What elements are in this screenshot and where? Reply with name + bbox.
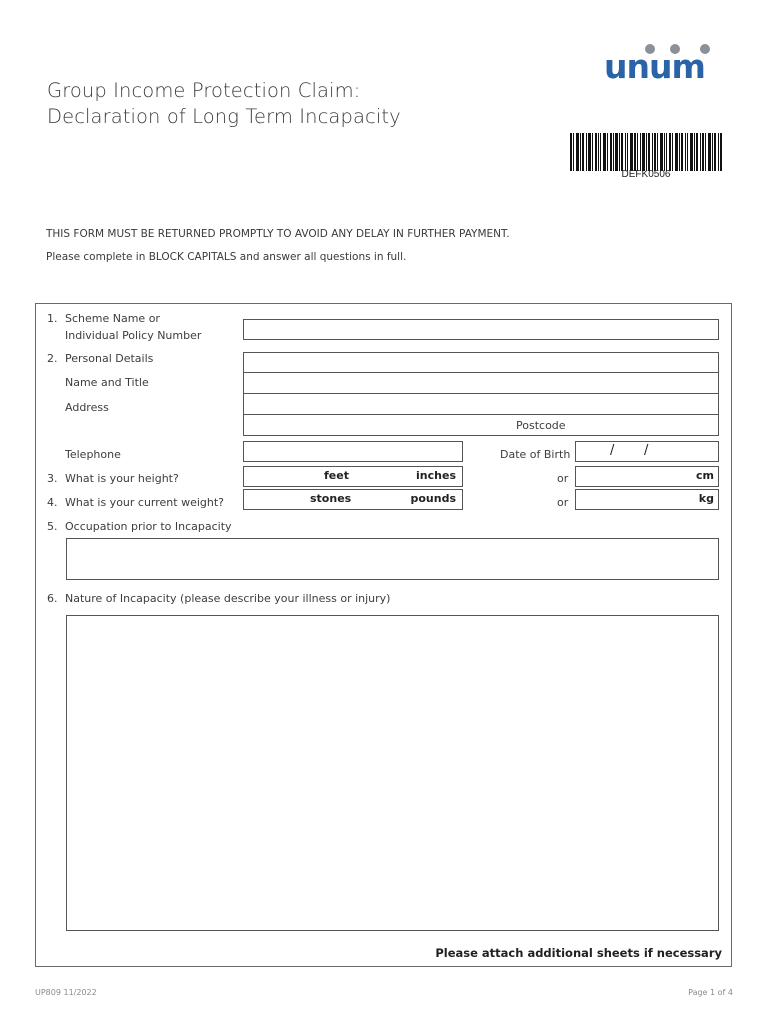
dob-separator: / xyxy=(644,443,649,458)
weight-metric-field[interactable] xyxy=(575,489,719,510)
personal-details-field[interactable] xyxy=(243,352,719,373)
form-title-line-1: Group Income Protection Claim: xyxy=(47,79,361,102)
attach-sheets-note: Please attach additional sheets if necessary xyxy=(435,946,722,960)
weight-imperial-field[interactable] xyxy=(243,489,463,510)
policy-number-label: Individual Policy Number xyxy=(65,329,202,342)
scheme-policy-field[interactable] xyxy=(243,319,719,340)
postcode-label: Postcode xyxy=(516,419,566,432)
question-number: 3. xyxy=(47,472,58,485)
barcode-icon xyxy=(570,133,722,171)
cm-unit-label: cm xyxy=(696,469,714,482)
feet-unit-label: feet xyxy=(324,469,349,482)
form-title-line-2: Declaration of Long Term Incapacity xyxy=(47,105,401,128)
stones-unit-label: stones xyxy=(310,492,352,505)
height-metric-field[interactable] xyxy=(575,466,719,487)
occupation-field[interactable] xyxy=(66,538,719,580)
weight-label: What is your current weight? xyxy=(65,496,225,509)
pounds-unit-label: pounds xyxy=(410,492,456,505)
personal-details-label: Personal Details xyxy=(65,352,154,365)
question-number: 2. xyxy=(47,352,58,365)
height-label: What is your height? xyxy=(65,472,179,485)
page-number: Page 1 of 4 xyxy=(688,988,733,997)
date-of-birth-label: Date of Birth xyxy=(500,448,571,461)
or-label: or xyxy=(557,496,569,509)
unum-logo xyxy=(604,40,724,84)
incapacity-description-field[interactable] xyxy=(66,615,719,931)
telephone-field[interactable] xyxy=(243,441,463,462)
question-number: 5. xyxy=(47,520,58,533)
name-title-label: Name and Title xyxy=(65,376,149,389)
or-label: or xyxy=(557,472,569,485)
dob-separator: / xyxy=(610,443,615,458)
address-line-2-field[interactable] xyxy=(243,414,719,436)
occupation-label: Occupation prior to Incapacity xyxy=(65,520,232,533)
address-label: Address xyxy=(65,401,109,414)
barcode-number: DEFK0506 xyxy=(621,169,671,180)
telephone-label: Telephone xyxy=(65,448,121,461)
height-imperial-field[interactable] xyxy=(243,466,463,487)
kg-unit-label: kg xyxy=(698,492,714,505)
form-code: UP809 11/2022 xyxy=(35,988,97,997)
scheme-name-label: Scheme Name or xyxy=(65,312,160,325)
instruction-block-capitals: Please complete in BLOCK CAPITALS and answer all questions in full. xyxy=(46,251,407,263)
incapacity-label: Nature of Incapacity (please describe your illness or injury) xyxy=(65,592,391,605)
address-line-1-field[interactable] xyxy=(243,393,719,415)
inches-unit-label: inches xyxy=(416,469,456,482)
logo-wordmark: unum xyxy=(604,47,705,86)
date-of-birth-field[interactable] xyxy=(575,441,719,462)
instruction-return-promptly: THIS FORM MUST BE RETURNED PROMPTLY TO AVOID ANY DELAY IN FURTHER PAYMENT. xyxy=(46,228,510,240)
name-title-field[interactable] xyxy=(243,372,719,394)
question-number: 1. xyxy=(47,312,58,325)
question-number: 4. xyxy=(47,496,58,509)
question-number: 6. xyxy=(47,592,58,605)
